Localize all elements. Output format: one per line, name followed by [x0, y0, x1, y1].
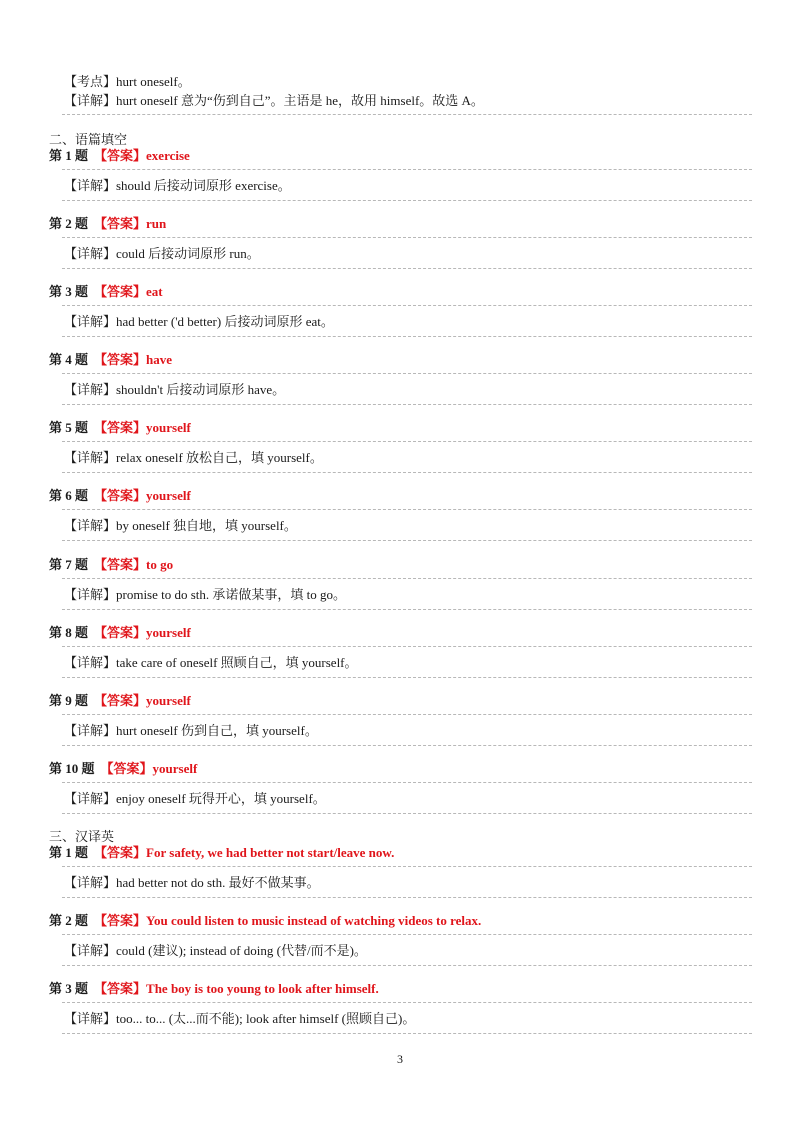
detail-line: 【详解】shouldn't 后接动词原形 have。 [64, 382, 286, 397]
divider [62, 714, 752, 715]
divider [62, 782, 752, 783]
answer-label: 【答案】 [94, 216, 147, 231]
question-number: 第 1 题 [49, 148, 89, 163]
divider [62, 237, 752, 238]
divider [62, 745, 752, 746]
answer-text: You could listen to music instead of watching videos to relax. [146, 913, 482, 928]
divider [62, 305, 752, 306]
answer-text: yourself [152, 761, 198, 776]
question-header [49, 913, 481, 929]
divider [62, 336, 752, 337]
question-number: 第 2 题 [49, 216, 89, 231]
answer-label: 【答案】 [94, 557, 147, 572]
answer-text: run [146, 216, 167, 231]
detail-line: 【详解】promise to do sth. 承诺做某事，填 to go。 [64, 587, 347, 602]
question-number: 第 3 题 [49, 284, 89, 299]
divider [62, 1002, 752, 1003]
question-header [49, 693, 191, 709]
xiangjie-line: 【详解】hurt oneself 意为“伤到自己”。主语是 he，故用 himself。故选 A。 [64, 93, 484, 108]
answer-text: For safety, we had better not start/leave now. [146, 845, 395, 860]
question-header [49, 557, 173, 573]
answer-label: 【答案】 [94, 352, 147, 367]
question-number: 第 5 题 [49, 420, 89, 435]
detail-line: 【详解】should 后接动词原形 exercise。 [64, 178, 291, 193]
divider [62, 1033, 752, 1034]
answer-text: yourself [146, 488, 191, 503]
answer-label: 【答案】 [94, 693, 147, 708]
divider [62, 114, 752, 115]
divider [62, 897, 752, 898]
detail-line: 【详解】had better ('d better) 后接动词原形 eat。 [64, 314, 334, 329]
detail-line: 【详解】relax oneself 放松自己，填 yourself。 [64, 450, 323, 465]
answer-text: The boy is too young to look after himself. [146, 981, 379, 996]
section-title-translation: 三、汉译英 [49, 829, 115, 844]
divider [62, 200, 752, 201]
section-title-cloze: 二、语篇填空 [49, 132, 128, 147]
question-header [49, 845, 394, 861]
question-number: 第 8 题 [49, 625, 89, 640]
question-number: 第 1 题 [49, 845, 89, 860]
answer-label: 【答案】 [94, 913, 147, 928]
question-header [49, 488, 191, 504]
divider [62, 373, 752, 374]
divider [62, 578, 752, 579]
question-header [49, 420, 191, 436]
question-header [49, 216, 166, 232]
answer-text: eat [146, 284, 163, 299]
divider [62, 441, 752, 442]
divider [62, 609, 752, 610]
detail-line: 【详解】enjoy oneself 玩得开心，填 yourself。 [64, 791, 326, 806]
answer-label: 【答案】 [100, 761, 153, 776]
question-header [49, 761, 197, 777]
detail-line: 【详解】too... to... (太...而不能); look after himself (照顾自己)。 [64, 1011, 416, 1026]
divider [62, 540, 752, 541]
detail-line: 【详解】take care of oneself 照顾自己，填 yourself。 [64, 655, 358, 670]
kaodian-line: 【考点】hurt oneself。 [64, 74, 191, 89]
divider [62, 472, 752, 473]
answer-label: 【答案】 [94, 284, 147, 299]
answer-label: 【答案】 [94, 148, 147, 163]
answer-text: yourself [146, 625, 191, 640]
answer-text: exercise [146, 148, 190, 163]
detail-line: 【详解】could (建议); instead of doing (代替/而不是)。 [64, 943, 367, 958]
detail-line: 【详解】by oneself 独自地，填 yourself。 [64, 518, 297, 533]
question-number: 第 4 题 [49, 352, 89, 367]
divider [62, 646, 752, 647]
question-header [49, 981, 379, 997]
answer-text: have [146, 352, 173, 367]
divider [62, 866, 752, 867]
answer-text: yourself [146, 420, 191, 435]
answer-label: 【答案】 [94, 981, 147, 996]
page-number: 3 [397, 1052, 403, 1066]
question-header [49, 284, 163, 300]
question-header [49, 625, 191, 641]
divider [62, 268, 752, 269]
question-number: 第 3 题 [49, 981, 89, 996]
divider [62, 509, 752, 510]
divider [62, 965, 752, 966]
answer-label: 【答案】 [94, 625, 147, 640]
divider [62, 677, 752, 678]
answer-label: 【答案】 [94, 420, 147, 435]
answer-label: 【答案】 [94, 845, 147, 860]
divider [62, 934, 752, 935]
question-number: 第 2 题 [49, 913, 89, 928]
detail-line: 【详解】had better not do sth. 最好不做某事。 [64, 875, 320, 890]
divider [62, 404, 752, 405]
question-number: 第 7 题 [49, 557, 89, 572]
divider [62, 813, 752, 814]
divider [62, 169, 752, 170]
question-number: 第 9 题 [49, 693, 89, 708]
answer-text: yourself [146, 693, 191, 708]
question-number: 第 10 题 [49, 761, 95, 776]
question-header [49, 148, 190, 164]
question-number: 第 6 题 [49, 488, 89, 503]
answer-label: 【答案】 [94, 488, 147, 503]
detail-line: 【详解】hurt oneself 伤到自己，填 yourself。 [64, 723, 318, 738]
answer-text: to go [146, 557, 174, 572]
question-header [49, 352, 172, 368]
detail-line: 【详解】could 后接动词原形 run。 [64, 246, 260, 261]
